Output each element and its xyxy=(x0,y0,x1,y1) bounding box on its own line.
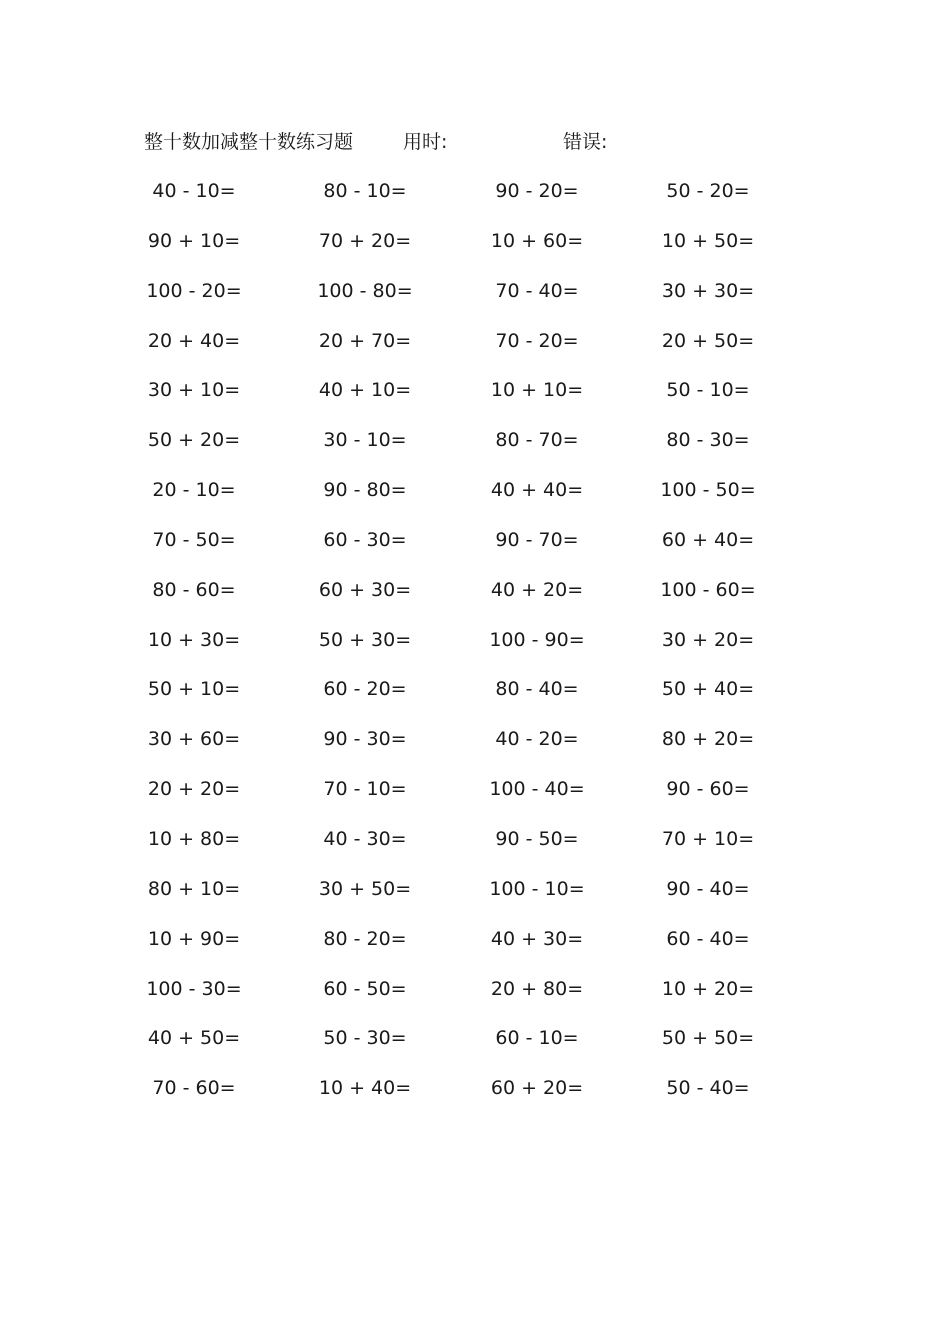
problem-row xyxy=(0,874,950,924)
problem-row xyxy=(0,425,950,475)
problem-row xyxy=(0,974,950,1024)
arithmetic-problem: 100 - 50= xyxy=(660,479,756,502)
arithmetic-problem: 50 - 40= xyxy=(666,1077,750,1100)
arithmetic-problem: 20 + 70= xyxy=(318,329,412,352)
arithmetic-problem: 90 - 70= xyxy=(495,528,579,551)
arithmetic-problem: 30 + 60= xyxy=(147,728,241,751)
arithmetic-problem: 30 + 20= xyxy=(661,628,755,651)
arithmetic-problem: 10 + 90= xyxy=(147,927,241,950)
arithmetic-problem: 60 - 30= xyxy=(323,528,407,551)
arithmetic-problem: 80 - 30= xyxy=(666,429,750,452)
arithmetic-problem: 80 - 20= xyxy=(323,927,407,950)
arithmetic-problem: 20 - 10= xyxy=(152,479,236,502)
arithmetic-problem: 70 - 20= xyxy=(495,329,579,352)
problem-row xyxy=(0,924,950,974)
arithmetic-problem: 100 - 60= xyxy=(660,578,756,601)
arithmetic-problem: 10 + 30= xyxy=(147,628,241,651)
arithmetic-problem: 40 - 20= xyxy=(495,728,579,751)
arithmetic-problem: 20 + 80= xyxy=(490,977,584,1000)
problem-row xyxy=(0,475,950,525)
arithmetic-problem: 100 - 10= xyxy=(489,877,585,900)
arithmetic-problem: 90 - 80= xyxy=(323,479,407,502)
problem-row xyxy=(0,226,950,276)
arithmetic-problem: 10 + 40= xyxy=(318,1077,412,1100)
problem-row xyxy=(0,525,950,575)
arithmetic-problem: 30 + 30= xyxy=(661,279,755,302)
arithmetic-problem: 40 + 40= xyxy=(490,479,584,502)
arithmetic-problem: 10 + 20= xyxy=(661,977,755,1000)
arithmetic-problem: 70 + 10= xyxy=(661,827,755,850)
arithmetic-problem: 60 + 30= xyxy=(318,578,412,601)
arithmetic-problem: 10 + 10= xyxy=(490,379,584,402)
arithmetic-problem: 60 + 40= xyxy=(661,528,755,551)
arithmetic-problem: 70 - 60= xyxy=(152,1077,236,1100)
problem-row xyxy=(0,1023,950,1073)
arithmetic-problem: 80 + 10= xyxy=(147,877,241,900)
arithmetic-problem: 90 - 60= xyxy=(666,778,750,801)
arithmetic-problem: 40 + 30= xyxy=(490,927,584,950)
arithmetic-problem: 80 - 10= xyxy=(323,180,407,202)
arithmetic-problem: 20 + 20= xyxy=(147,778,241,801)
arithmetic-problem: 50 - 10= xyxy=(666,379,750,402)
arithmetic-problem: 50 + 10= xyxy=(147,678,241,701)
arithmetic-problem: 100 - 30= xyxy=(146,977,242,1000)
arithmetic-problem: 30 + 10= xyxy=(147,379,241,402)
arithmetic-problem: 40 - 10= xyxy=(152,180,236,202)
arithmetic-problem: 70 - 10= xyxy=(323,778,407,801)
arithmetic-problem: 60 - 50= xyxy=(323,977,407,1000)
problem-row xyxy=(0,625,950,675)
arithmetic-problem: 80 - 60= xyxy=(152,578,236,601)
arithmetic-problem: 90 - 30= xyxy=(323,728,407,751)
problem-row xyxy=(0,575,950,625)
problem-row xyxy=(0,375,950,425)
arithmetic-problem: 10 + 80= xyxy=(147,827,241,850)
errors-label: 错误: xyxy=(563,131,608,153)
arithmetic-problem: 50 + 40= xyxy=(661,678,755,701)
worksheet-header xyxy=(144,128,844,156)
arithmetic-problem: 60 + 20= xyxy=(490,1077,584,1100)
arithmetic-problem: 50 + 50= xyxy=(661,1027,755,1050)
arithmetic-problem: 80 - 40= xyxy=(495,678,579,701)
arithmetic-problem: 100 - 20= xyxy=(146,279,242,302)
arithmetic-problem: 30 + 50= xyxy=(318,877,412,900)
arithmetic-problem: 90 + 10= xyxy=(147,229,241,252)
problem-row xyxy=(0,276,950,326)
arithmetic-problem: 30 - 10= xyxy=(323,429,407,452)
problem-row xyxy=(0,724,950,774)
arithmetic-problem: 10 + 60= xyxy=(490,229,584,252)
problem-row xyxy=(0,326,950,376)
arithmetic-problem: 100 - 80= xyxy=(317,279,413,302)
arithmetic-problem: 20 + 50= xyxy=(661,329,755,352)
arithmetic-problem: 50 - 20= xyxy=(666,180,750,202)
arithmetic-problem: 80 + 20= xyxy=(661,728,755,751)
problem-row xyxy=(0,774,950,824)
arithmetic-problem: 90 - 20= xyxy=(495,180,579,202)
problem-grid xyxy=(0,176,950,1123)
arithmetic-problem: 100 - 90= xyxy=(489,628,585,651)
arithmetic-problem: 90 - 40= xyxy=(666,877,750,900)
time-used-label: 用时: xyxy=(403,131,448,153)
arithmetic-problem: 50 - 30= xyxy=(323,1027,407,1050)
problem-row xyxy=(0,176,950,226)
arithmetic-problem: 40 + 10= xyxy=(318,379,412,402)
arithmetic-problem: 60 - 40= xyxy=(666,927,750,950)
worksheet-title: 整十数加减整十数练习题 xyxy=(144,131,354,153)
arithmetic-problem: 60 - 20= xyxy=(323,678,407,701)
arithmetic-problem: 20 + 40= xyxy=(147,329,241,352)
arithmetic-problem: 100 - 40= xyxy=(489,778,585,801)
arithmetic-problem: 70 - 50= xyxy=(152,528,236,551)
arithmetic-problem: 70 + 20= xyxy=(318,229,412,252)
problem-row xyxy=(0,674,950,724)
arithmetic-problem: 90 - 50= xyxy=(495,827,579,850)
problem-row xyxy=(0,824,950,874)
arithmetic-problem: 40 + 20= xyxy=(490,578,584,601)
arithmetic-problem: 60 - 10= xyxy=(495,1027,579,1050)
arithmetic-problem: 50 + 20= xyxy=(147,429,241,452)
arithmetic-problem: 70 - 40= xyxy=(495,279,579,302)
arithmetic-problem: 40 + 50= xyxy=(147,1027,241,1050)
arithmetic-problem: 10 + 50= xyxy=(661,229,755,252)
arithmetic-problem: 80 - 70= xyxy=(495,429,579,452)
problem-row xyxy=(0,1073,950,1123)
arithmetic-problem: 50 + 30= xyxy=(318,628,412,651)
arithmetic-problem: 40 - 30= xyxy=(323,827,407,850)
